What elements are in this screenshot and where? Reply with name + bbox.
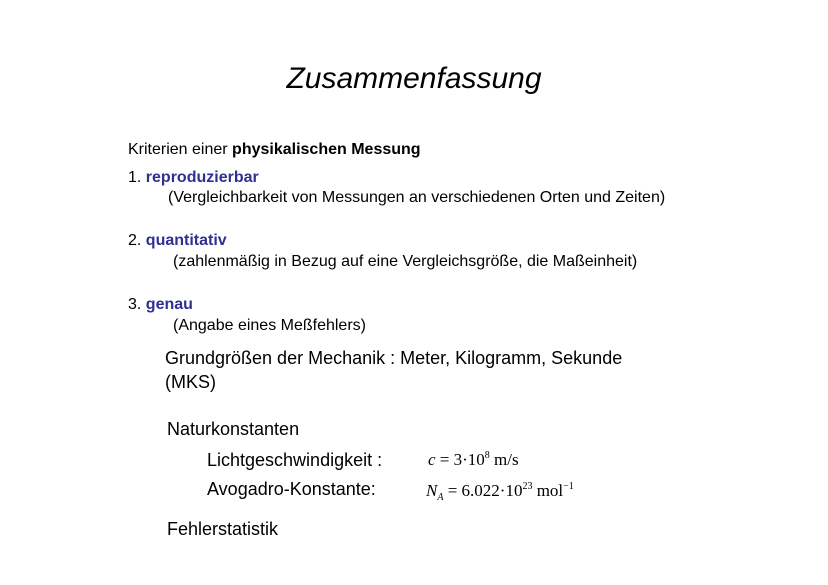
criterion-1 xyxy=(128,169,259,187)
avogadro-formula xyxy=(426,481,574,501)
page-title: Zusammenfassung xyxy=(286,62,542,95)
formula-value: = 6.022·10 xyxy=(443,481,523,500)
formula-variable: N xyxy=(426,481,438,500)
formula-variable: c xyxy=(428,450,436,469)
formula-exponent: 23 xyxy=(522,481,533,492)
criterion-number: 3. xyxy=(128,296,146,313)
formula-value: = 3·10 xyxy=(435,450,485,469)
criterion-term: quantitativ xyxy=(145,232,227,249)
formula-unit-exponent: −1 xyxy=(563,481,574,492)
grundgroessen-line2: (MKS) xyxy=(165,372,216,392)
criterion-2 xyxy=(128,232,227,250)
formula-unit: m/s xyxy=(489,450,519,469)
criterion-3-detail: (Angabe eines Meßfehlers) xyxy=(173,317,366,334)
fehlerstatistik: Fehlerstatistik xyxy=(167,519,279,539)
lichtgeschwindigkeit-label: Lichtgeschwindigkeit : xyxy=(207,450,383,470)
criterion-term: reproduzierbar xyxy=(145,169,259,186)
formula-exponent: 8 xyxy=(484,450,490,461)
formula-subscript: A xyxy=(437,492,444,503)
criteria-intro-bold: physikalischen Messung xyxy=(232,141,421,158)
criterion-1-detail: (Vergleichbarkeit von Messungen an verschiedenen Orten und Zeiten) xyxy=(168,189,666,206)
grundgroessen-line1: Grundgrößen der Mechanik : Meter, Kilogramm, Sekunde xyxy=(165,348,623,368)
criterion-number: 2. xyxy=(128,232,146,249)
criteria-intro-text: Kriterien einer xyxy=(128,141,233,158)
criterion-3 xyxy=(128,296,193,314)
avogadro-label: Avogadro-Konstante: xyxy=(207,479,376,499)
criterion-2-detail: (zahlenmäßig in Bezug auf eine Vergleichsgröße, die Maßeinheit) xyxy=(173,253,638,270)
formula-unit: mol xyxy=(532,481,564,500)
criteria-intro xyxy=(128,141,421,159)
naturkonstanten-heading: Naturkonstanten xyxy=(167,419,300,439)
criterion-term: genau xyxy=(145,296,193,313)
criterion-number: 1. xyxy=(128,169,146,186)
lichtgeschwindigkeit-formula xyxy=(428,450,519,470)
